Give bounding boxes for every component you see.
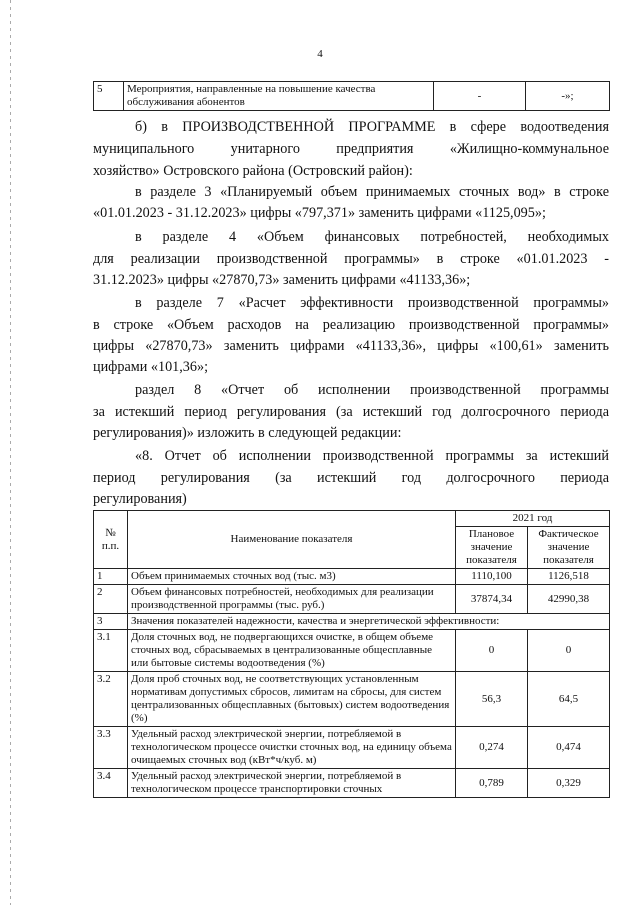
- scan-edge: [10, 0, 11, 905]
- cell-num: 3.3: [94, 727, 128, 769]
- header-fact: Фактическое значение показателя: [528, 527, 610, 569]
- para-s7-line4: цифрами «101,36»;: [93, 359, 209, 375]
- row-value-b: -»;: [526, 82, 610, 111]
- cell-name: Объем финансовых потребностей, необходимых для реализации производственной программы (тыс. руб.): [128, 585, 456, 614]
- para-s7-line1: в разделе 7 «Расчет эффективности производственной программы»: [135, 295, 609, 311]
- table-row: [94, 614, 610, 630]
- cell-fact: 0,329: [528, 769, 610, 798]
- page-number: 4: [317, 48, 323, 60]
- cell-fact: 0,474: [528, 727, 610, 769]
- para-s8-line2: за истекший период регулирования (за истекший год долгосрочного периода: [93, 404, 609, 420]
- header-year: 2021 год: [456, 511, 610, 527]
- cell-fact: 0: [528, 630, 610, 672]
- section8-title-line2: период регулирования (за истекший год долгосрочного периода: [93, 470, 609, 486]
- para-s4-line2: для реализации производственной программы» в строке «01.01.2023 -: [93, 251, 609, 267]
- para-s8-line3: регулирования)» изложить в следующей редакции:: [93, 425, 402, 441]
- cell-fact: 1126,518: [528, 569, 610, 585]
- cell-plan: 0,789: [456, 769, 528, 798]
- table-row: [94, 769, 610, 798]
- top-table: [93, 81, 610, 111]
- table-row: [94, 569, 610, 585]
- table-row: [94, 672, 610, 727]
- cell-plan: 56,3: [456, 672, 528, 727]
- cell-num: 3.2: [94, 672, 128, 727]
- cell-num: 2: [94, 585, 128, 614]
- para-s3-line1: в разделе 3 «Планируемый объем принимаемых сточных вод» в строке: [135, 184, 609, 200]
- para-s4-line1: в разделе 4 «Объем финансовых потребностей, необходимых: [135, 229, 609, 245]
- para-b-line1: б) в ПРОИЗВОДСТВЕННОЙ ПРОГРАММЕ в сфере водоотведения: [135, 119, 609, 135]
- header-plan: Плановое значение показателя: [456, 527, 528, 569]
- cell-name: Доля проб сточных вод, не соответствующих установленным нормативам допустимых сбросов, лимитам на сбросы, для систем централизованных общесплавных (бытовых) систем водоотведения (%): [128, 672, 456, 727]
- cell-name: Удельный расход электрической энергии, потребляемой в технологическом процессе транспортировки сточных: [128, 769, 456, 798]
- para-b-line2: муниципального унитарного предприятия «Жилищно-коммунальное: [93, 141, 609, 157]
- row-value-a: -: [434, 82, 526, 111]
- table-header-row: [94, 511, 610, 527]
- cell-name: Удельный расход электрической энергии, потребляемой в технологическом процессе очистки сточных вод, на единицу объема очищаемых сточных вод (кВт*ч/куб. м): [128, 727, 456, 769]
- table-row: [94, 727, 610, 769]
- header-name: Наименование показателя: [128, 511, 456, 569]
- cell-plan: 0,274: [456, 727, 528, 769]
- cell-num: 3.4: [94, 769, 128, 798]
- table-row: [94, 82, 610, 111]
- header-num: № п.п.: [94, 511, 128, 569]
- table-row: [94, 585, 610, 614]
- para-s7-line2: в строке «Объем расходов на реализацию производственной программы»: [93, 317, 609, 333]
- para-s3-line2: «01.01.2023 - 31.12.2023» цифры «797,371» заменить цифрами «1125,095»;: [93, 205, 546, 221]
- cell-num: 3: [94, 614, 128, 630]
- para-b-line3: хозяйство» Островского района (Островский район):: [93, 163, 413, 179]
- section8-title-line1: «8. Отчет об исполнении производственной программы за истекший: [135, 448, 609, 464]
- cell-name: Значения показателей надежности, качества и энергетической эффективности:: [128, 614, 610, 630]
- cell-plan: 37874,34: [456, 585, 528, 614]
- cell-name: Доля сточных вод, не подвергающихся очистке, в общем объеме сточных вод, сбрасываемых в централизованные общесплавные или бытовые системы водоотведения (%): [128, 630, 456, 672]
- para-s7-line3: цифры «27870,73» заменить цифрами «41133,36», цифры «100,61» заменить: [93, 338, 609, 354]
- row-text: Мероприятия, направленные на повышение качества обслуживания абонентов: [124, 82, 434, 111]
- table-row: [94, 630, 610, 672]
- report-table: [93, 510, 610, 798]
- cell-num: 1: [94, 569, 128, 585]
- cell-num: 3.1: [94, 630, 128, 672]
- cell-fact: 42990,38: [528, 585, 610, 614]
- cell-fact: 64,5: [528, 672, 610, 727]
- cell-plan: 1110,100: [456, 569, 528, 585]
- row-number: 5: [94, 82, 124, 111]
- para-s4-line3: 31.12.2023» цифры «27870,73» заменить цифрами «41133,36»;: [93, 272, 471, 288]
- para-s8-line1: раздел 8 «Отчет об исполнении производственной программы: [135, 382, 609, 398]
- cell-plan: 0: [456, 630, 528, 672]
- cell-name: Объем принимаемых сточных вод (тыс. м3): [128, 569, 456, 585]
- section8-title-line3: регулирования): [93, 491, 187, 507]
